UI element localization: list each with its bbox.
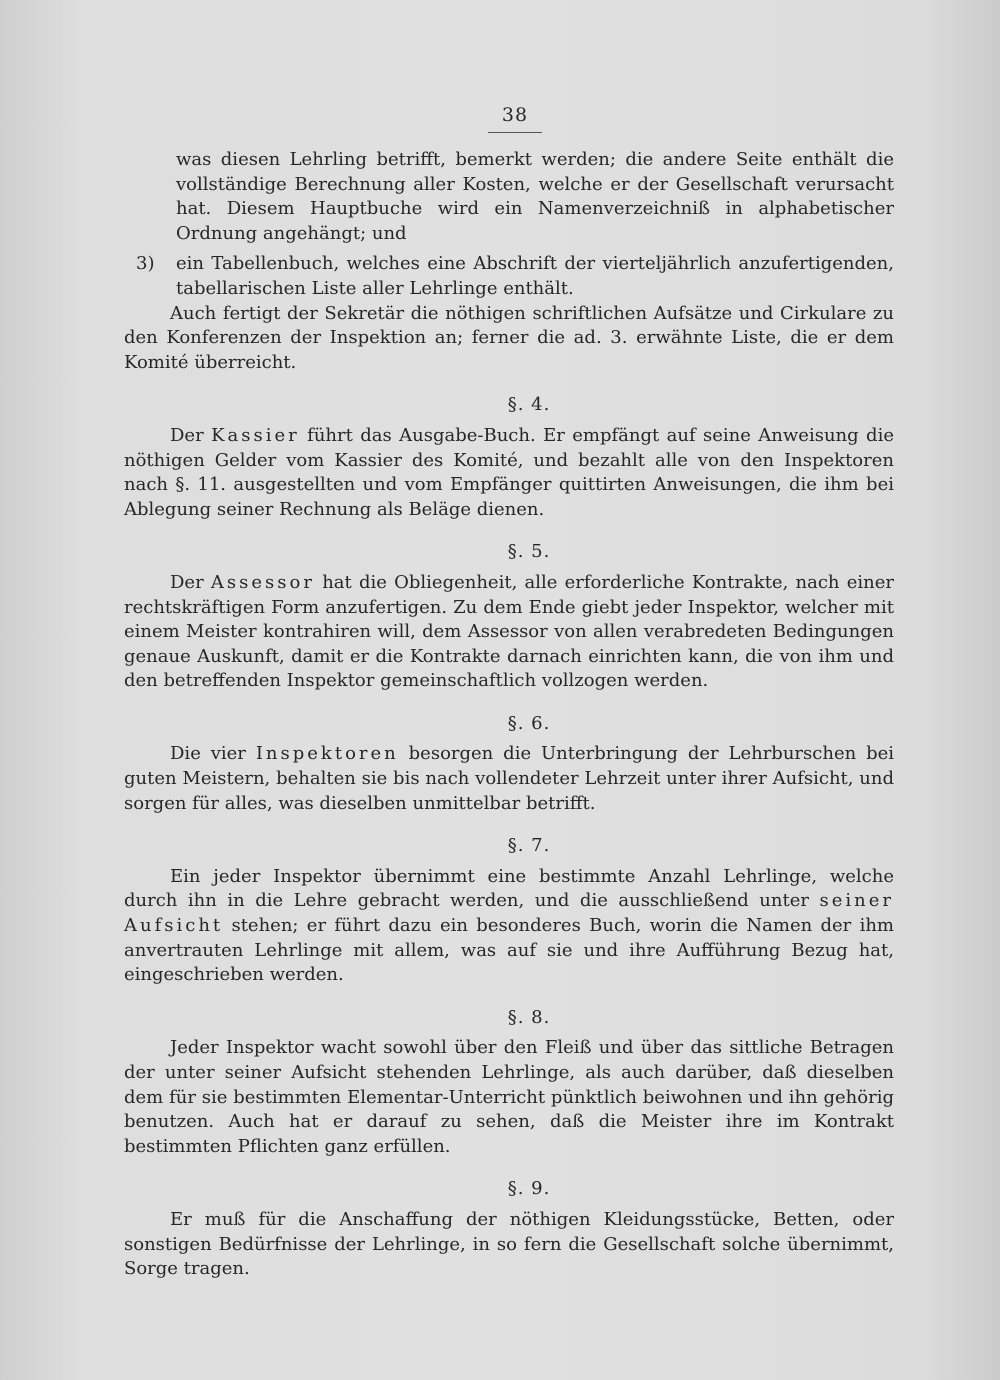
spaced-term: Assessor bbox=[210, 571, 315, 593]
section-heading-6: §. 6. bbox=[507, 712, 551, 734]
text-run: besorgen die Unterbringung der Lehrburschen bei guten Meistern, behalten sie bis nach vollendeter Lehrzeit unter ihrer Aufsicht, und sorgen für alles, was dieselben unmittelbar betrifft. bbox=[124, 743, 895, 814]
section-heading-9: §. 9. bbox=[507, 1178, 551, 1200]
spaced-term: seiner Aufsicht bbox=[124, 890, 894, 937]
section-heading-4: §. 4. bbox=[507, 394, 551, 416]
list-item-3 bbox=[124, 252, 894, 301]
spaced-term: Inspektoren bbox=[255, 743, 399, 765]
document-body bbox=[124, 148, 894, 1282]
paragraph-section-6 bbox=[124, 742, 894, 816]
section-heading-8: §. 8. bbox=[507, 1006, 551, 1028]
paragraph-section-4 bbox=[124, 424, 894, 522]
paragraph-secretary: Auch fertigt der Sekretär die nöthigen schriftlichen Aufsätze und Cirkulare zu den Konferenzen der Inspektion an; ferner die ad. 3. erwähnte Liste, die er dem Komité überreicht. bbox=[124, 302, 894, 373]
paragraph-section-9: Er muß für die Anschaffung der nöthigen Kleidungsstücke, Betten, oder sonstigen Bedürfnisse der Lehrlinge, in so fern die Gesellschaft solche übernimmt, Sorge tragen. bbox=[124, 1208, 894, 1280]
text-run: stehen; er führt dazu ein besonderes Buch, worin die Namen der ihm anvertrauten Lehrlinge mit allem, was auf sie und ihre Aufführung Bezug hat, eingeschrieben werden. bbox=[124, 915, 894, 986]
section-heading-5: §. 5. bbox=[507, 541, 551, 563]
list-item-number: 3) bbox=[136, 253, 155, 275]
page-number: 38 bbox=[501, 104, 529, 126]
text-run: Die vier bbox=[170, 743, 256, 765]
section-heading-7: §. 7. bbox=[507, 835, 551, 857]
spaced-term: Kassier bbox=[211, 424, 300, 446]
text-run: Der bbox=[170, 571, 211, 593]
paragraph-section-5 bbox=[124, 571, 894, 694]
paragraph-section-7 bbox=[124, 865, 894, 988]
paragraph-section-8: Jeder Inspektor wacht sowohl über den Fleiß und über das sittliche Betragen der unter seiner Aufsicht stehenden Lehrlinge, als auch darüber, daß dieselben dem für sie bestimmten Elementar-Unterricht pünktlich beiwohnen und ihn gehörig benutzen. Auch hat er darauf zu sehen, daß die Meister ihre im Kontrakt bestimmten Pflichten ganz erfüllen. bbox=[124, 1037, 894, 1157]
text-run: Der bbox=[170, 424, 212, 446]
page-number-rule bbox=[488, 132, 542, 133]
text-run: hat die Obliegenheit, alle erforderliche Kontrakte, nach einer rechtskräftigen Form anzufertigen. Zu dem Ende giebt jeder Inspektor, welcher mit einem Meister kontrahiren will, dem Assessor von allen verabredeten Bedingungen genaue Auskunft, damit er die Kontrakte darnach einrichten kann, die von ihm und den betreffenden Inspektor gemeinschaftlich vollzogen werden. bbox=[124, 571, 894, 692]
paragraph-continuation: was diesen Lehrling betrifft, bemerkt werden; die andere Seite enthält die vollständige Berechnung aller Kosten, welche er der Gesellschaft verursacht hat. Diesem Hauptbuche wird ein Namenverzeichniß in alphabetischer Ordnung angehängt; und bbox=[176, 149, 894, 244]
text-run: Ein jeder Inspektor übernimmt eine bestimmte Anzahl Lehrlinge, welche durch ihn in die Lehre gebracht werden, und die ausschließend unter bbox=[124, 865, 894, 912]
text-run: führt das Ausgabe-Buch. Er empfängt auf seine Anweisung die nöthigen Gelder vom Kassier des Komité, und bezahlt alle von den Inspektoren nach §. 11. ausgestellten und vom Empfänger quittirten Anweisungen, die ihm bei Ablegung seiner Rechnung als Beläge dienen. bbox=[124, 424, 894, 520]
list-item-text: ein Tabellenbuch, welches eine Abschrift der vierteljährlich anzufertigenden, tabellarischen Liste aller Lehrlinge enthält. bbox=[176, 253, 894, 299]
